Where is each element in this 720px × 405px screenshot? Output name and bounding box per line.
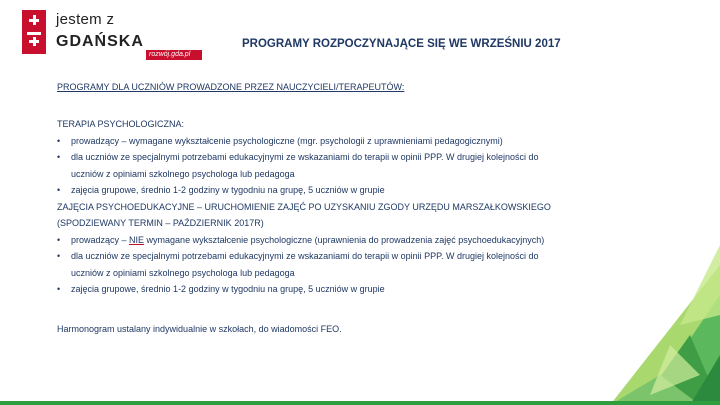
green-triangles-decoration <box>550 225 720 405</box>
page-title: PROGRAMY ROZPOCZYNAJĄCE SIĘ WE WRZEŚNIU 2017 <box>242 38 561 50</box>
list-item: • prowadzący – wymagane wykształcenie psychologiczne (mgr. psychologii z uprawnieniami pedagogicznymi) <box>57 133 677 150</box>
list-item: • dla uczniów ze specjalnymi potrzebami edukacyjnymi ze wskazaniami do terapii w opinii PPP. W drugiej kolejności do uczniów z opiniami szkolnego psychologa lub pedagoga <box>57 248 677 281</box>
bottom-bar <box>0 401 720 405</box>
list-item: • dla uczniów ze specjalnymi potrzebami edukacyjnymi ze wskazaniami do terapii w opinii PPP. W drugiej kolejności do uczniów z opiniami szkolnego psychologa lub pedagoga <box>57 149 677 182</box>
section-heading-therapy: TERAPIA PSYCHOLOGICZNA: <box>57 119 185 129</box>
logo-line2: GDAŃSKA <box>56 33 144 50</box>
nie-emphasis: NIE <box>129 234 145 245</box>
list-item: • zajęcia grupowe, średnio 1-2 godziny w tygodniu na grupę, 5 uczniów w grupie <box>57 182 677 199</box>
list-item: • zajęcia grupowe, średnio 1-2 godziny w tygodniu na grupę, 5 uczniów w grupie <box>57 281 677 298</box>
logo <box>22 10 191 58</box>
gdansk-crest-icon <box>22 10 46 54</box>
footer-note: Harmonogram ustalany indywidualnie w szkołach, do wiadomości FEO. <box>57 324 342 334</box>
logo-tag: rozwój.gda.pl <box>146 50 202 60</box>
therapy-list <box>57 133 677 199</box>
section-heading-psychoeducation: ZAJĘCIA PSYCHOEDUKACYJNE – URUCHOMIENIE ZAJĘĆ PO UZYSKANIU ZGODY URZĘDU MARSZAŁKOWSKIEGO (SPODZIEWANY TERMIN – PAŹDZIERNIK 2017R) <box>57 201 551 228</box>
logo-line1: jestem z <box>56 11 115 28</box>
list-item: • prowadzący – NIE wymagane wykształcenie psychologiczne (uprawnienia do prowadzenia zajęć psychoedukacyjnych) <box>57 232 677 249</box>
page-subtitle: PROGRAMY DLA UCZNIÓW PROWADZONE PRZEZ NAUCZYCIELI/TERAPEUTÓW: <box>57 82 405 92</box>
